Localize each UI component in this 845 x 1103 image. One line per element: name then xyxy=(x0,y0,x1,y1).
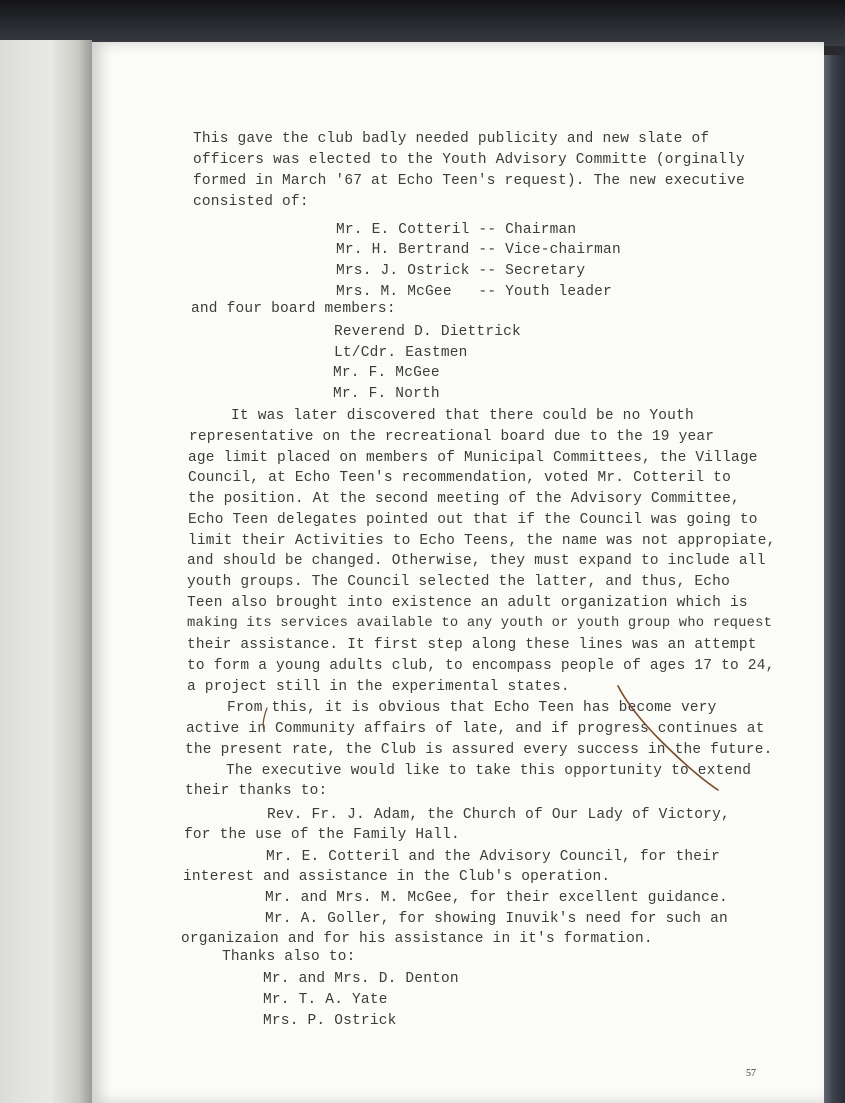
scan-top-shadow xyxy=(0,0,845,46)
thanks-line: Mr. A. Goller, for showing Inuvik's need for such an xyxy=(265,911,728,927)
text-line: youth groups. The Council selected the latter, and thus, Echo xyxy=(187,574,730,590)
page-number: 57 xyxy=(746,1068,756,1079)
text-line: From this, it is obvious that Echo Teen has become very xyxy=(227,700,717,716)
text-line: representative on the recreational board due to the 19 year xyxy=(189,429,715,445)
text-line: and four board members: xyxy=(191,301,396,317)
executive-line: Mr. E. Cotteril -- Chairman xyxy=(336,222,577,238)
text-line: It was later discovered that there could be no Youth xyxy=(231,408,694,424)
text-line: Council, at Echo Teen's recommendation, voted Mr. Cotteril to xyxy=(188,470,731,486)
thanks-line: Thanks also to: xyxy=(222,949,356,965)
executive-line: Mrs. M. McGee -- Youth leader xyxy=(336,284,612,300)
text-line: their assistance. It first step along these lines was an attempt xyxy=(187,637,757,653)
thanks-line: Rev. Fr. J. Adam, the Church of Our Lady of Victory, xyxy=(267,807,730,823)
text-line: a project still in the experimental states. xyxy=(187,679,570,695)
thanks-line: for the use of the Family Hall. xyxy=(184,827,460,843)
thanks-line: Mr. E. Cotteril and the Advisory Council, for their xyxy=(266,849,720,865)
text-line: limit their Activities to Echo Teens, the name was not appropiate, xyxy=(188,533,776,549)
text-line: making its services available to any youth or youth group who request xyxy=(187,616,773,631)
thanks-also-line: Mr. and Mrs. D. Denton xyxy=(263,971,459,987)
book-cover-edge xyxy=(822,55,845,1103)
text-line: the present rate, the Club is assured every success in the future. xyxy=(185,742,773,758)
executive-line: Mrs. J. Ostrick -- Secretary xyxy=(336,263,586,279)
board-member-line: Lt/Cdr. Eastmen xyxy=(334,345,468,361)
text-line: the position. At the second meeting of the Advisory Committee, xyxy=(188,491,740,507)
thanks-line: organizaion and for his assistance in it's formation. xyxy=(181,931,653,947)
text-line: consisted of: xyxy=(193,194,309,210)
text-line: Teen also brought into existence an adult organization which is xyxy=(187,595,748,611)
thanks-line: Mr. and Mrs. M. McGee, for their excellent guidance. xyxy=(265,890,728,906)
board-member-line: Reverend D. Diettrick xyxy=(334,324,521,340)
text-line: their thanks to: xyxy=(185,783,328,799)
text-line: This gave the club badly needed publicity and new slate of xyxy=(193,131,710,147)
executive-line: Mr. H. Bertrand -- Vice-chairman xyxy=(336,242,621,258)
thanks-also-line: Mr. T. A. Yate xyxy=(263,992,388,1008)
text-line: active in Community affairs of late, and if progress continues at xyxy=(186,721,765,737)
board-member-line: Mr. F. North xyxy=(333,386,440,402)
board-member-line: Mr. F. McGee xyxy=(333,365,440,381)
thanks-line: interest and assistance in the Club's operation. xyxy=(183,869,611,885)
text-line: formed in March '67 at Echo Teen's request). The new executive xyxy=(193,173,745,189)
text-line: The executive would like to take this opportunity to extend xyxy=(226,763,752,779)
thanks-also-line: Mrs. P. Ostrick xyxy=(263,1013,397,1029)
text-line: age limit placed on members of Municipal Committees, the Village xyxy=(188,450,758,466)
facing-page-edge xyxy=(0,40,92,1103)
text-line: to form a young adults club, to encompass people of ages 17 to 24, xyxy=(187,658,775,674)
text-line: and should be changed. Otherwise, they must expand to include all xyxy=(187,553,766,569)
text-line: Echo Teen delegates pointed out that if the Council was going to xyxy=(188,512,758,528)
text-line: officers was elected to the Youth Advisory Committe (orginally xyxy=(193,152,745,168)
